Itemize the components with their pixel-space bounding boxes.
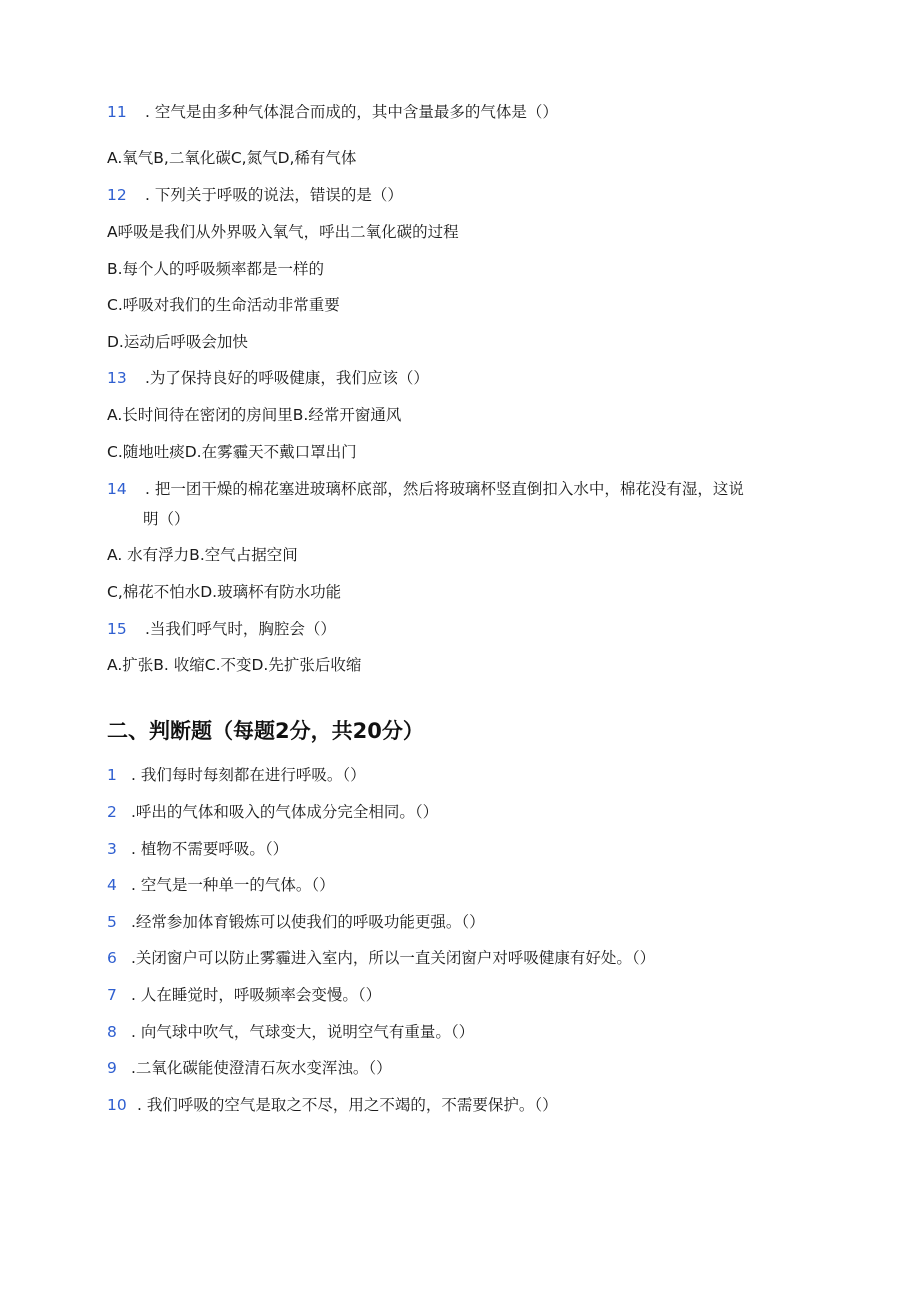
- judge-text: . 空气是一种单一的气体。（）: [131, 876, 335, 894]
- question-number: 14: [107, 480, 127, 498]
- judge-number: 9: [107, 1059, 117, 1077]
- section-heading: 二、判断题（每题2分，共20分）: [107, 719, 424, 743]
- question-number: 12: [107, 186, 127, 204]
- judge-number: 3: [107, 840, 117, 858]
- judge-number: 4: [107, 876, 117, 894]
- question-text: . 空气是由多种气体混合而成的，其中含量最多的气体是（）: [145, 103, 558, 121]
- judge-text: .二氧化碳能使澄清石灰水变浑浊。（）: [131, 1059, 392, 1077]
- judge-number: 7: [107, 986, 117, 1004]
- judge-item-6: [107, 947, 655, 969]
- judge-item-8: [107, 1021, 474, 1043]
- question-12-option-a: A呼吸是我们从外界吸入氧气，呼出二氧化碳的过程: [107, 223, 459, 241]
- judge-text: . 人在睡觉时，呼吸频率会变慢。（）: [131, 986, 382, 1004]
- question-text: . 下列关于呼吸的说法，错误的是（）: [145, 186, 403, 204]
- question-13-options-ab: A.长时间待在密闭的房间里B.经常开窗通风: [107, 406, 402, 424]
- question-13-options-cd: C.随地吐痰D.在雾霾天不戴口罩出门: [107, 443, 357, 461]
- question-11: [107, 101, 558, 123]
- question-13: [107, 367, 429, 389]
- question-number: 15: [107, 620, 127, 638]
- judge-item-4: [107, 874, 335, 896]
- judge-item-3: [107, 838, 288, 860]
- judge-text: .关闭窗户可以防止雾霾进入室内，所以一直关闭窗户对呼吸健康有好处。（）: [131, 949, 656, 967]
- judge-text: . 我们每时每刻都在进行呼吸。（）: [131, 766, 366, 784]
- judge-number: 5: [107, 913, 117, 931]
- question-text: .当我们呼气时，胸腔会（）: [145, 620, 336, 638]
- judge-item-9: [107, 1057, 392, 1079]
- judge-number: 6: [107, 949, 117, 967]
- question-14: [107, 478, 744, 500]
- question-number: 11: [107, 103, 127, 121]
- question-12-option-c: C.呼吸对我们的生命活动非常重要: [107, 296, 340, 314]
- question-text: . 把一团干燥的棉花塞进玻璃杯底部，然后将玻璃杯竖直倒扣入水中，棉花没有湿，这说: [145, 480, 744, 498]
- judge-text: . 植物不需要呼吸。（）: [131, 840, 289, 858]
- judge-text: .经常参加体育锻炼可以使我们的呼吸功能更强。（）: [131, 913, 485, 931]
- question-15-options: A.扩张B. 收缩C.不变D.先扩张后收缩: [107, 656, 362, 674]
- question-number: 13: [107, 369, 127, 387]
- judge-text: . 我们呼吸的空气是取之不尽，用之不竭的，不需要保护。（）: [137, 1096, 558, 1114]
- judge-item-7: [107, 984, 381, 1006]
- judge-item-1: [107, 764, 366, 786]
- question-14-options-cd: C,棉花不怕水D.玻璃杯有防水功能: [107, 583, 342, 601]
- question-12-option-d: D.运动后呼吸会加快: [107, 333, 248, 351]
- judge-item-10: [107, 1094, 558, 1116]
- judge-number: 2: [107, 803, 117, 821]
- question-text: .为了保持良好的呼吸健康，我们应该（）: [145, 369, 429, 387]
- question-12-option-b: B.每个人的呼吸频率都是一样的: [107, 260, 325, 278]
- question-11-options: A.氧气B,二氧化碳C,氮气D,稀有气体: [107, 149, 357, 167]
- question-12: [107, 184, 403, 206]
- judge-number: 8: [107, 1023, 117, 1041]
- judge-text: .呼出的气体和吸入的气体成分完全相同。（）: [131, 803, 439, 821]
- judge-number: 10: [107, 1096, 127, 1114]
- question-15: [107, 618, 336, 640]
- judge-item-2: [107, 801, 438, 823]
- judge-item-5: [107, 911, 485, 933]
- question-14-options-ab: A. 水有浮力B.空气占据空间: [107, 546, 298, 564]
- question-14-continuation: 明（）: [143, 510, 190, 528]
- judge-text: . 向气球中吹气，气球变大，说明空气有重量。（）: [131, 1023, 475, 1041]
- judge-number: 1: [107, 766, 117, 784]
